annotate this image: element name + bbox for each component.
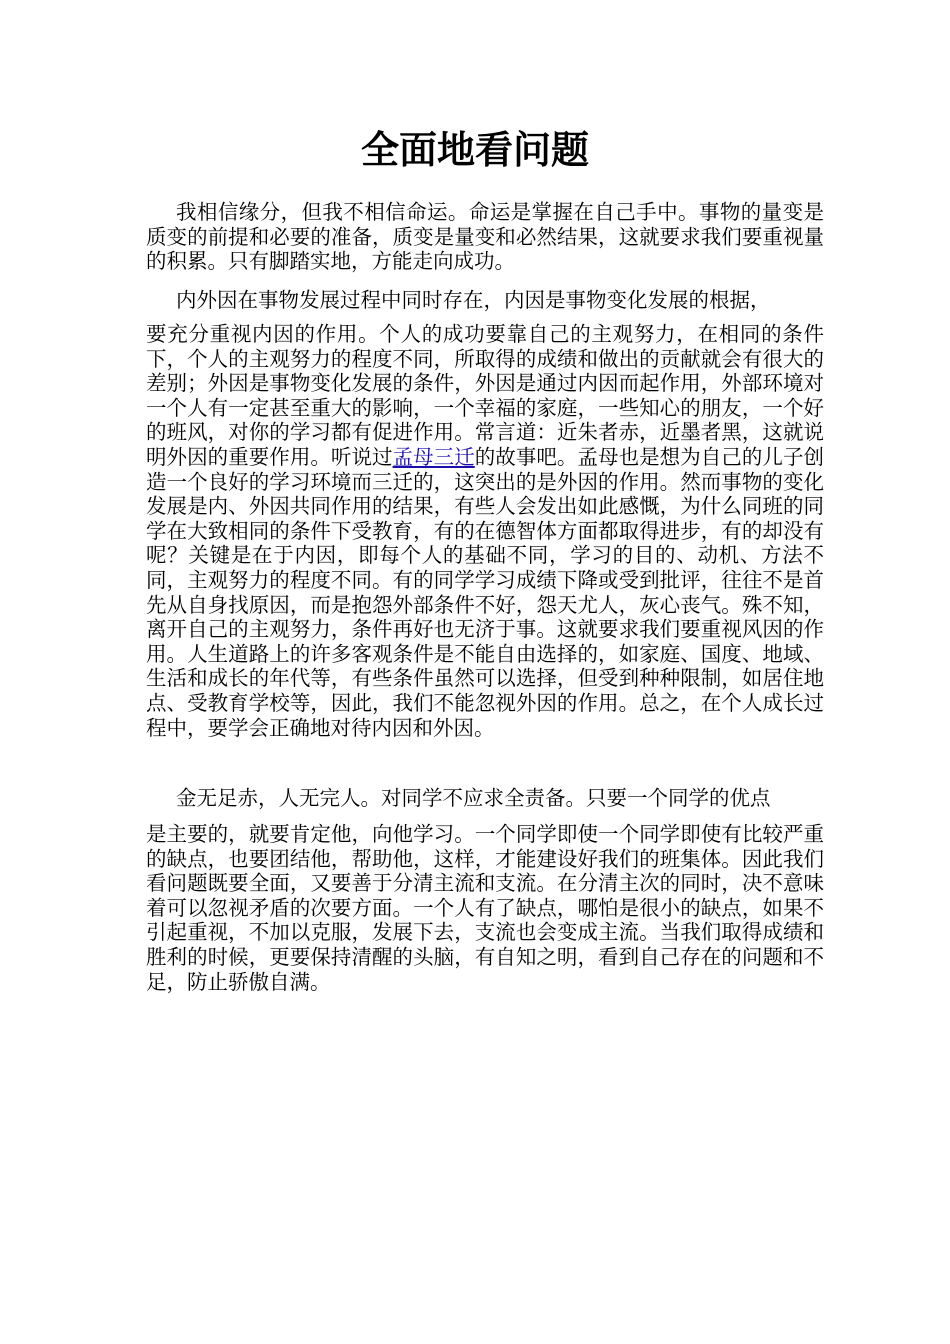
paragraph-causes-lead: 内外因在事物发展过程中同时存在，内因是事物变化发展的根据， xyxy=(176,288,771,312)
paragraph-destiny: 我相信缘分，但我不相信命运。命运是掌握在自己手中。事物的量变是质变的前提和必要的准备，质变是量变和必然结果，这就要求我们要重视量的积累。只有脚踏实地，方能走向成功。 xyxy=(146,200,824,274)
paragraph-causes xyxy=(146,322,824,740)
mengmu-sanqian-link[interactable]: 孟母三迁 xyxy=(392,444,475,469)
paragraph-perfection-lead: 金无足赤，人无完人。对同学不应求全责备。只要一个同学的优点 xyxy=(176,786,771,810)
page-title: 全面地看问题 xyxy=(360,127,589,172)
paragraph-causes-text-before-link: 要充分重视内因的作用。个人的成功要靠自己的主观努力，在相同的条件下，个人的主观努力的程度不同，所取得的成绩和做出的贡献就会有很大的差别；外因是事物变化发展的条件，外因是通过内因而起作用，外部环境对一个人有一定甚至重大的影响，一个幸福的家庭，一些知心的朋友，一个好的班风，对你的学习都有促进作用。常言道：近朱者赤，近墨者黑，这就说明外因的重要作用。听说过 xyxy=(146,322,824,469)
paragraph-causes-text-after-link: 的故事吧。孟母也是想为自己的儿子创造一个良好的学习环境而三迁的，这突出的是外因的作用。然而事物的变化发展是内、外因共同作用的结果，有些人会发出如此感慨，为什么同班的同学在大致相同的条件下受教育，有的在德智体方面都取得进步，有的却没有呢？关键是在于内因，即每个人的基础不同，学习的目的、动机、方法不同，主观努力的程度不同。有的同学学习成绩下降或受到批评，往往不是首先从自身找原因，而是抱怨外部条件不好，怨天尤人，灰心丧气。殊不知，离开自己的主观努力，条件再好也无济于事。这就要求我们要重视风因的作用。人生道路上的许多客观条件是不能自由选择的，如家庭、国度、地域、生活和成长的年代等，有些条件虽然可以选择，但受到种种限制，如居住地点、受教育学校等，因此，我们不能忽视外因的作用。总之，在个人成长过程中，要学会正确地对待内因和外因。 xyxy=(146,444,824,740)
paragraph-perfection: 是主要的，就要肯定他，向他学习。一个同学即使一个同学即使有比较严重的缺点，也要团结他，帮助他，这样，才能建设好我们的班集体。因此我们看问题既要全面，又要善于分清主流和支流。在分清主次的同时，决不意味着可以忽视矛盾的次要方面。一个人有了缺点，哪怕是很小的缺点，如果不引起重视，不加以克服，发展下去，支流也会变成主流。当我们取得成绩和胜利的时候，更要保持清醒的头脑，有自知之明，看到自己存在的问题和不足，防止骄傲自满。 xyxy=(146,822,824,994)
